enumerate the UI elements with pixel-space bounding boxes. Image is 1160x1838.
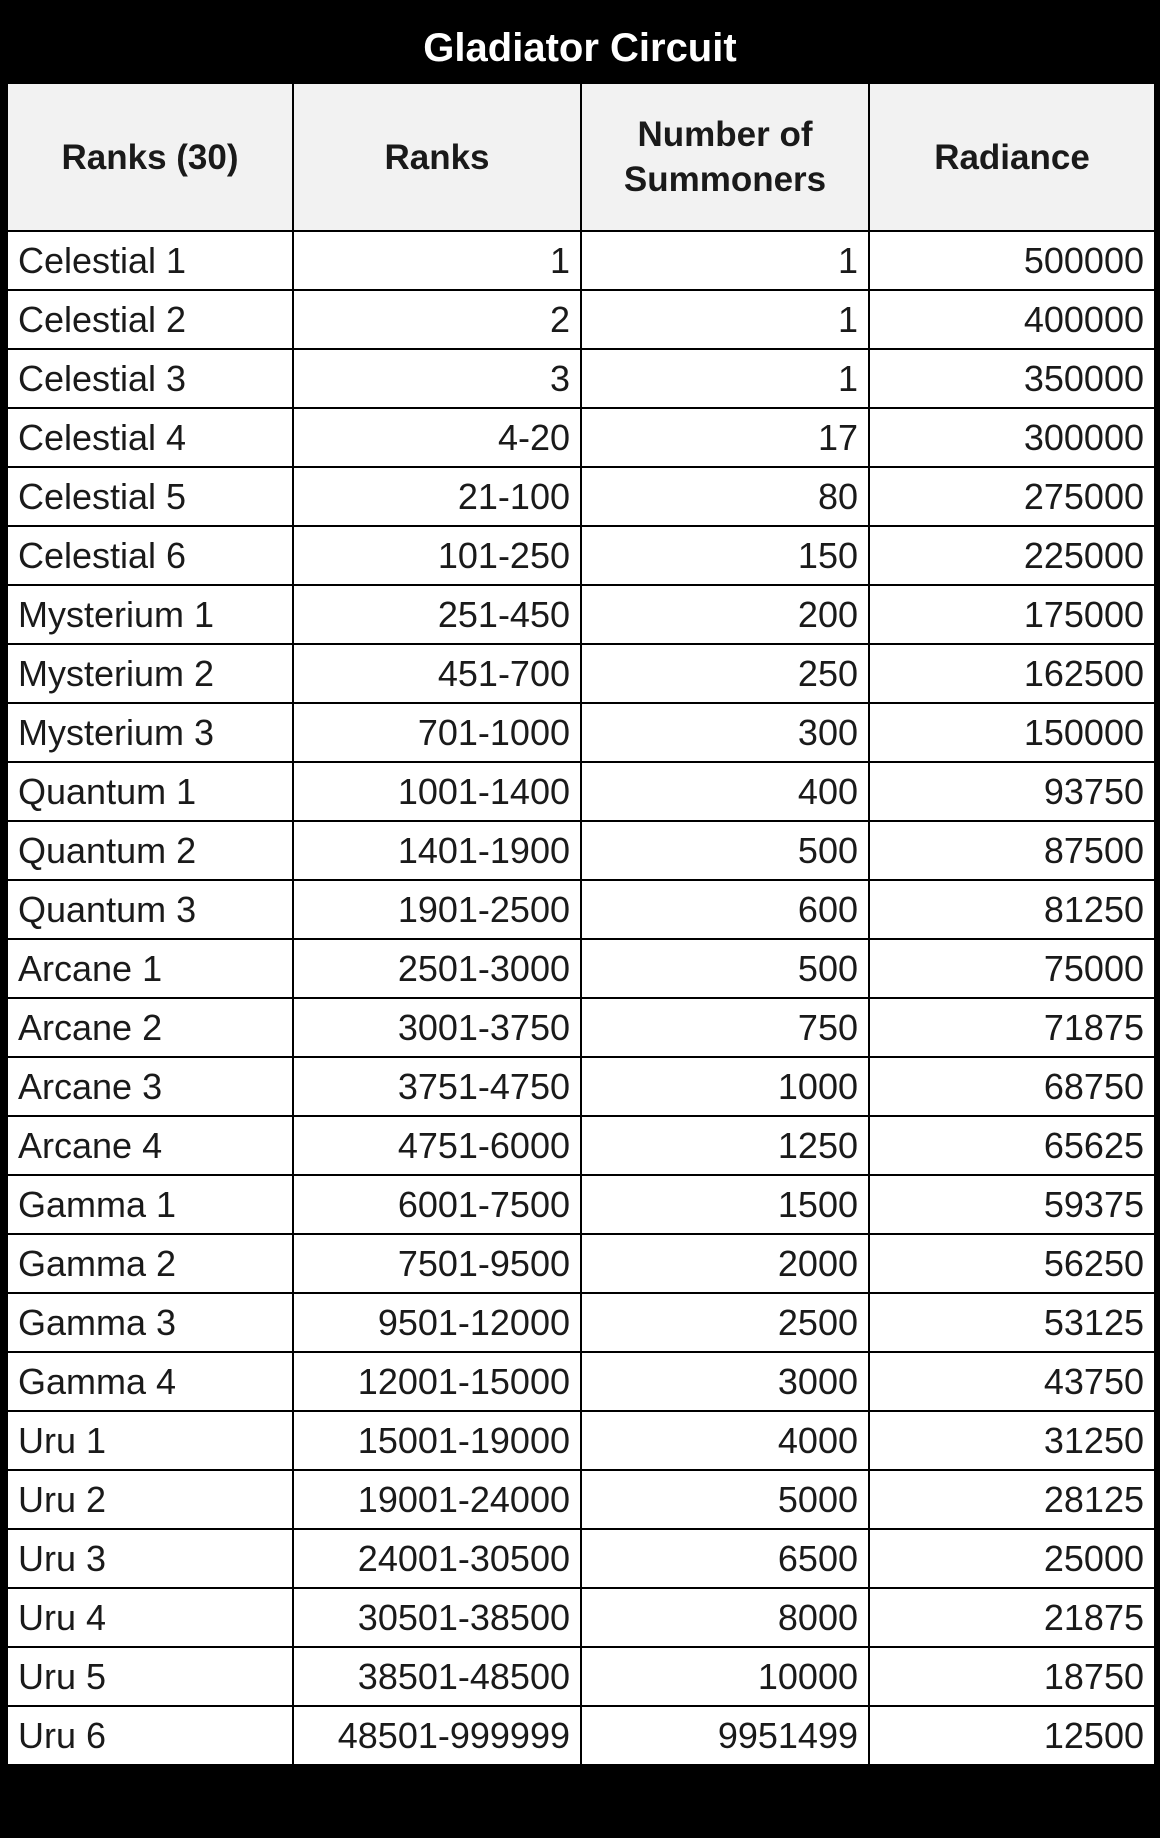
summoners-cell: 200 bbox=[581, 585, 869, 644]
table-row bbox=[7, 526, 1155, 585]
summoners-cell: 80 bbox=[581, 467, 869, 526]
radiance-cell: 300000 bbox=[869, 408, 1155, 467]
rank-range-cell: 19001-24000 bbox=[293, 1470, 581, 1529]
rank-name-cell: Uru 3 bbox=[7, 1529, 293, 1588]
rank-name-cell: Arcane 4 bbox=[7, 1116, 293, 1175]
rank-name-cell: Gamma 4 bbox=[7, 1352, 293, 1411]
rank-range-cell: 3001-3750 bbox=[293, 998, 581, 1057]
summoners-cell: 1000 bbox=[581, 1057, 869, 1116]
rank-name-cell: Mysterium 1 bbox=[7, 585, 293, 644]
radiance-cell: 21875 bbox=[869, 1588, 1155, 1647]
radiance-cell: 65625 bbox=[869, 1116, 1155, 1175]
header-ranks-30: Ranks (30) bbox=[7, 83, 293, 231]
summoners-cell: 150 bbox=[581, 526, 869, 585]
radiance-cell: 71875 bbox=[869, 998, 1155, 1057]
radiance-cell: 18750 bbox=[869, 1647, 1155, 1706]
table-row bbox=[7, 1706, 1155, 1765]
summoners-cell: 2000 bbox=[581, 1234, 869, 1293]
rank-range-cell: 3 bbox=[293, 349, 581, 408]
rank-range-cell: 15001-19000 bbox=[293, 1411, 581, 1470]
table-row bbox=[7, 1529, 1155, 1588]
radiance-cell: 87500 bbox=[869, 821, 1155, 880]
header-row bbox=[7, 83, 1155, 231]
table-row bbox=[7, 467, 1155, 526]
table-row bbox=[7, 1293, 1155, 1352]
rank-range-cell: 251-450 bbox=[293, 585, 581, 644]
rank-range-cell: 4-20 bbox=[293, 408, 581, 467]
rank-name-cell: Arcane 3 bbox=[7, 1057, 293, 1116]
rank-name-cell: Gamma 3 bbox=[7, 1293, 293, 1352]
rank-name-cell: Celestial 4 bbox=[7, 408, 293, 467]
rank-range-cell: 21-100 bbox=[293, 467, 581, 526]
rank-name-cell: Quantum 2 bbox=[7, 821, 293, 880]
rank-name-cell: Celestial 2 bbox=[7, 290, 293, 349]
table-row bbox=[7, 1175, 1155, 1234]
table-row bbox=[7, 1057, 1155, 1116]
gladiator-circuit-table bbox=[6, 82, 1156, 1766]
table-row bbox=[7, 1116, 1155, 1175]
table-row bbox=[7, 939, 1155, 998]
radiance-cell: 81250 bbox=[869, 880, 1155, 939]
summoners-cell: 10000 bbox=[581, 1647, 869, 1706]
radiance-cell: 25000 bbox=[869, 1529, 1155, 1588]
summoners-cell: 600 bbox=[581, 880, 869, 939]
radiance-cell: 175000 bbox=[869, 585, 1155, 644]
radiance-cell: 59375 bbox=[869, 1175, 1155, 1234]
table-row bbox=[7, 762, 1155, 821]
summoners-cell: 2500 bbox=[581, 1293, 869, 1352]
rank-name-cell: Uru 4 bbox=[7, 1588, 293, 1647]
rank-range-cell: 1901-2500 bbox=[293, 880, 581, 939]
summoners-cell: 6500 bbox=[581, 1529, 869, 1588]
rank-range-cell: 3751-4750 bbox=[293, 1057, 581, 1116]
table-row bbox=[7, 290, 1155, 349]
rank-name-cell: Quantum 1 bbox=[7, 762, 293, 821]
summoners-cell: 1500 bbox=[581, 1175, 869, 1234]
rank-range-cell: 4751-6000 bbox=[293, 1116, 581, 1175]
table-row bbox=[7, 349, 1155, 408]
table-row bbox=[7, 1470, 1155, 1529]
rank-range-cell: 38501-48500 bbox=[293, 1647, 581, 1706]
rank-range-cell: 101-250 bbox=[293, 526, 581, 585]
summoners-cell: 300 bbox=[581, 703, 869, 762]
summoners-cell: 17 bbox=[581, 408, 869, 467]
radiance-cell: 350000 bbox=[869, 349, 1155, 408]
table-row bbox=[7, 1352, 1155, 1411]
summoners-cell: 250 bbox=[581, 644, 869, 703]
rank-range-cell: 2 bbox=[293, 290, 581, 349]
summoners-cell: 500 bbox=[581, 939, 869, 998]
rank-range-cell: 1401-1900 bbox=[293, 821, 581, 880]
radiance-cell: 68750 bbox=[869, 1057, 1155, 1116]
rank-name-cell: Gamma 1 bbox=[7, 1175, 293, 1234]
table-row bbox=[7, 998, 1155, 1057]
rank-name-cell: Celestial 3 bbox=[7, 349, 293, 408]
summoners-cell: 1 bbox=[581, 290, 869, 349]
rank-range-cell: 7501-9500 bbox=[293, 1234, 581, 1293]
table-row bbox=[7, 408, 1155, 467]
summoners-cell: 400 bbox=[581, 762, 869, 821]
radiance-cell: 150000 bbox=[869, 703, 1155, 762]
summoners-cell: 1250 bbox=[581, 1116, 869, 1175]
table-row bbox=[7, 644, 1155, 703]
radiance-cell: 162500 bbox=[869, 644, 1155, 703]
header-radiance: Radiance bbox=[869, 83, 1155, 231]
summoners-cell: 3000 bbox=[581, 1352, 869, 1411]
radiance-cell: 225000 bbox=[869, 526, 1155, 585]
radiance-cell: 43750 bbox=[869, 1352, 1155, 1411]
rank-name-cell: Uru 6 bbox=[7, 1706, 293, 1765]
rank-name-cell: Arcane 1 bbox=[7, 939, 293, 998]
rank-range-cell: 48501-999999 bbox=[293, 1706, 581, 1765]
header-ranks: Ranks bbox=[293, 83, 581, 231]
radiance-cell: 28125 bbox=[869, 1470, 1155, 1529]
radiance-cell: 31250 bbox=[869, 1411, 1155, 1470]
table-row bbox=[7, 821, 1155, 880]
radiance-cell: 275000 bbox=[869, 467, 1155, 526]
table-title: Gladiator Circuit bbox=[423, 26, 737, 70]
radiance-cell: 56250 bbox=[869, 1234, 1155, 1293]
rank-name-cell: Mysterium 3 bbox=[7, 703, 293, 762]
rank-range-cell: 451-700 bbox=[293, 644, 581, 703]
table-row bbox=[7, 1588, 1155, 1647]
rank-range-cell: 24001-30500 bbox=[293, 1529, 581, 1588]
rank-name-cell: Gamma 2 bbox=[7, 1234, 293, 1293]
rank-name-cell: Uru 5 bbox=[7, 1647, 293, 1706]
rank-range-cell: 12001-15000 bbox=[293, 1352, 581, 1411]
rank-range-cell: 1001-1400 bbox=[293, 762, 581, 821]
rank-name-cell: Uru 1 bbox=[7, 1411, 293, 1470]
rank-range-cell: 30501-38500 bbox=[293, 1588, 581, 1647]
summoners-cell: 5000 bbox=[581, 1470, 869, 1529]
table-row bbox=[7, 703, 1155, 762]
table-body bbox=[7, 231, 1155, 1765]
summoners-cell: 9951499 bbox=[581, 1706, 869, 1765]
table-row bbox=[7, 1234, 1155, 1293]
rank-name-cell: Uru 2 bbox=[7, 1470, 293, 1529]
summoners-cell: 500 bbox=[581, 821, 869, 880]
rank-range-cell: 1 bbox=[293, 231, 581, 290]
summoners-cell: 1 bbox=[581, 231, 869, 290]
radiance-cell: 75000 bbox=[869, 939, 1155, 998]
rank-range-cell: 701-1000 bbox=[293, 703, 581, 762]
table-row bbox=[7, 585, 1155, 644]
table-row bbox=[7, 880, 1155, 939]
table-row bbox=[7, 231, 1155, 290]
radiance-cell: 12500 bbox=[869, 1706, 1155, 1765]
summoners-cell: 1 bbox=[581, 349, 869, 408]
rank-name-cell: Celestial 1 bbox=[7, 231, 293, 290]
radiance-cell: 500000 bbox=[869, 231, 1155, 290]
rank-name-cell: Celestial 5 bbox=[7, 467, 293, 526]
summoners-cell: 750 bbox=[581, 998, 869, 1057]
table-row bbox=[7, 1411, 1155, 1470]
rank-name-cell: Quantum 3 bbox=[7, 880, 293, 939]
radiance-cell: 400000 bbox=[869, 290, 1155, 349]
radiance-cell: 93750 bbox=[869, 762, 1155, 821]
summoners-cell: 4000 bbox=[581, 1411, 869, 1470]
summoners-cell: 8000 bbox=[581, 1588, 869, 1647]
header-number-of-summoners: Number of Summoners bbox=[581, 83, 869, 231]
table-row bbox=[7, 1647, 1155, 1706]
rank-name-cell: Arcane 2 bbox=[7, 998, 293, 1057]
radiance-cell: 53125 bbox=[869, 1293, 1155, 1352]
rank-range-cell: 2501-3000 bbox=[293, 939, 581, 998]
rank-name-cell: Celestial 6 bbox=[7, 526, 293, 585]
rank-range-cell: 9501-12000 bbox=[293, 1293, 581, 1352]
rank-range-cell: 6001-7500 bbox=[293, 1175, 581, 1234]
rank-name-cell: Mysterium 2 bbox=[7, 644, 293, 703]
